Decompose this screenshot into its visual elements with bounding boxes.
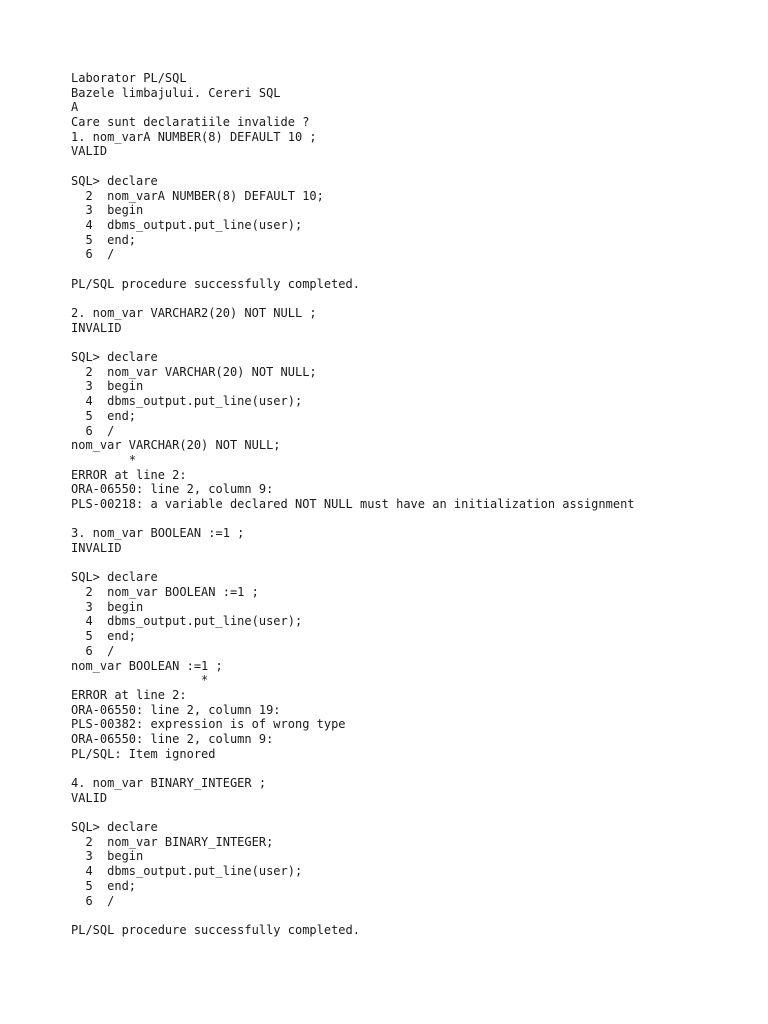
doc-line: * [71, 673, 209, 688]
doc-line: INVALID [71, 320, 122, 335]
doc-line: Bazele limbajului. Cereri SQL [71, 85, 281, 100]
doc-line: 5 end; [71, 629, 137, 644]
doc-line [71, 761, 751, 776]
doc-line: 6 / [71, 643, 115, 658]
doc-line: SQL> declare [71, 570, 158, 585]
document-page [71, 71, 751, 938]
doc-line: PLS-00218: a variable declared NOT NULL must have an initialization assignment [71, 496, 635, 511]
doc-line: Laborator PL/SQL [71, 71, 187, 85]
doc-line: 2 nom_var BINARY_INTEGER; [71, 834, 274, 849]
doc-line: 5 end; [71, 878, 137, 893]
doc-line: VALID [71, 144, 108, 159]
doc-line: SQL> declare [71, 820, 158, 835]
doc-line: 3 begin [71, 203, 144, 218]
doc-line: PL/SQL procedure successfully completed. [71, 276, 360, 291]
doc-line: 4 dbms_output.put_line(user); [71, 217, 303, 232]
doc-line [71, 291, 751, 306]
doc-line: PLS-00382: expression is of wrong type [71, 717, 346, 732]
doc-line: ERROR at line 2: [71, 467, 187, 482]
doc-line: INVALID [71, 541, 122, 555]
doc-line: 3. nom_var BOOLEAN :=1 ; [71, 526, 245, 541]
doc-line: 5 end; [71, 408, 137, 423]
doc-line [71, 512, 751, 527]
doc-line: 4 dbms_output.put_line(user); [71, 614, 303, 629]
doc-line: 3 begin [71, 379, 144, 394]
doc-line: VALID [71, 790, 108, 805]
doc-line: Care sunt declaratiile invalide ? [71, 115, 310, 130]
doc-line [71, 908, 751, 923]
doc-line: SQL> declare [71, 173, 158, 188]
doc-line: 3 begin [71, 599, 144, 614]
doc-line [71, 262, 751, 277]
doc-line [71, 556, 751, 571]
doc-line: 2 nom_var BOOLEAN :=1 ; [71, 585, 259, 600]
doc-line: ORA-06550: line 2, column 9: [71, 482, 274, 497]
doc-line: 2. nom_var VARCHAR2(20) NOT NULL ; [71, 306, 317, 320]
doc-line: ORA-06550: line 2, column 9: [71, 731, 274, 746]
doc-line: SQL> declare [71, 350, 158, 365]
doc-line: 4. nom_var BINARY_INTEGER ; [71, 776, 267, 790]
doc-line: nom_var BOOLEAN :=1 ; [71, 658, 223, 673]
doc-line [71, 159, 751, 174]
doc-line: ERROR at line 2: [71, 687, 187, 702]
doc-line: 2 nom_varA NUMBER(8) DEFAULT 10; [71, 188, 324, 203]
doc-line: PL/SQL: Item ignored [71, 746, 216, 761]
doc-line: 6 / [71, 247, 115, 262]
doc-line [71, 805, 751, 820]
doc-line: * [71, 452, 137, 467]
doc-line: 6 / [71, 423, 115, 438]
doc-line: 4 dbms_output.put_line(user); [71, 394, 303, 409]
doc-line: A [71, 100, 79, 115]
doc-line: nom_var VARCHAR(20) NOT NULL; [71, 438, 281, 453]
doc-line [71, 335, 751, 350]
doc-line: 1. nom_varA NUMBER(8) DEFAULT 10 ; [71, 129, 317, 144]
doc-line: PL/SQL procedure successfully completed. [71, 922, 360, 937]
doc-line: 6 / [71, 893, 115, 908]
doc-line: ORA-06550: line 2, column 19: [71, 702, 281, 717]
doc-line: 3 begin [71, 849, 144, 864]
doc-line: 2 nom_var VARCHAR(20) NOT NULL; [71, 364, 317, 379]
doc-line: 4 dbms_output.put_line(user); [71, 864, 303, 879]
doc-line: 5 end; [71, 232, 137, 247]
